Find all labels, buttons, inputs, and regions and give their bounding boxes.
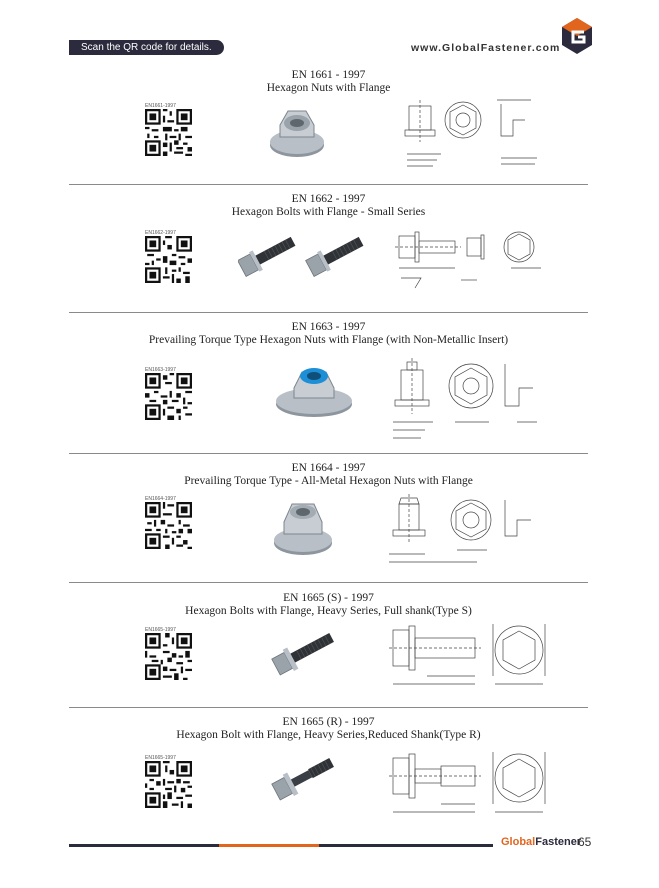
standard-code: EN 1665 (S) - 1997	[283, 592, 374, 604]
qr-code-icon	[145, 373, 192, 420]
standard-code: EN 1665 (R) - 1997	[282, 716, 375, 728]
standard-code: EN 1662 - 1997	[291, 193, 366, 205]
globalfastener-logo-icon	[560, 16, 594, 56]
technical-drawing-en1663	[385, 358, 543, 444]
footer-rule-left	[69, 844, 219, 847]
product-title: Prevailing Torque Type Hexagon Nuts with Flange (with Non-Metallic Insert)	[148, 334, 509, 346]
standard-code: EN 1661 - 1997	[291, 69, 366, 81]
page-number: 65	[578, 835, 592, 849]
qr-code-icon	[145, 502, 192, 549]
product-title: Hexagon Bolt with Flange, Heavy Series,Reduced Shank(Type R)	[176, 729, 481, 741]
qr-label: EN1664-1997	[145, 496, 176, 502]
heavy-flange-bolt-full-shank-image	[270, 630, 340, 686]
scan-qr-banner: Scan the QR code for details.	[69, 40, 224, 55]
product-title: Hexagon Bolts with Flange, Heavy Series, Full shank(Type S)	[185, 605, 472, 617]
brand-global: Global	[501, 836, 536, 848]
footer-brand	[501, 836, 581, 848]
qr-code-icon	[145, 761, 192, 808]
section-divider	[69, 582, 588, 583]
standard-code: EN 1663 - 1997	[291, 321, 366, 333]
qr-code-icon	[145, 236, 192, 283]
footer-rule-accent	[219, 844, 319, 847]
website-url[interactable]: www.GlobalFastener.com	[411, 42, 561, 54]
product-title: Hexagon Bolts with Flange - Small Series	[231, 206, 426, 218]
qr-label: EN1663-1997	[145, 367, 176, 373]
nylon-insert-flange-nut-image	[272, 362, 356, 420]
product-title: Prevailing Torque Type - All-Metal Hexagon Nuts with Flange	[184, 475, 473, 487]
section-divider	[69, 312, 588, 313]
qr-label: EN1665-1997	[145, 627, 176, 633]
hex-flange-nut-image	[266, 103, 328, 163]
qr-label: EN1661-1997	[145, 103, 176, 109]
qr-code-icon	[145, 109, 192, 156]
product-title: Hexagon Nuts with Flange	[266, 82, 391, 94]
all-metal-flange-nut-image	[270, 496, 336, 560]
flange-bolts-image	[238, 236, 368, 284]
qr-label: EN1662-1997	[145, 230, 176, 236]
qr-code-icon	[145, 633, 192, 680]
qr-label: EN1665-1997	[145, 755, 176, 761]
technical-drawing-en1665r	[387, 746, 553, 826]
footer-rule-right	[319, 844, 493, 847]
technical-drawing-en1664	[381, 494, 543, 572]
brand-fastener: Fastener	[535, 836, 582, 848]
technical-drawing-en1662	[391, 222, 543, 302]
section-divider	[69, 707, 588, 708]
standard-code: EN 1664 - 1997	[291, 462, 366, 474]
technical-drawing-en1665s	[387, 618, 553, 698]
technical-drawing-en1661	[397, 96, 543, 174]
section-divider	[69, 453, 588, 454]
heavy-flange-bolt-reduced-shank-image	[270, 756, 340, 810]
section-divider	[69, 184, 588, 185]
